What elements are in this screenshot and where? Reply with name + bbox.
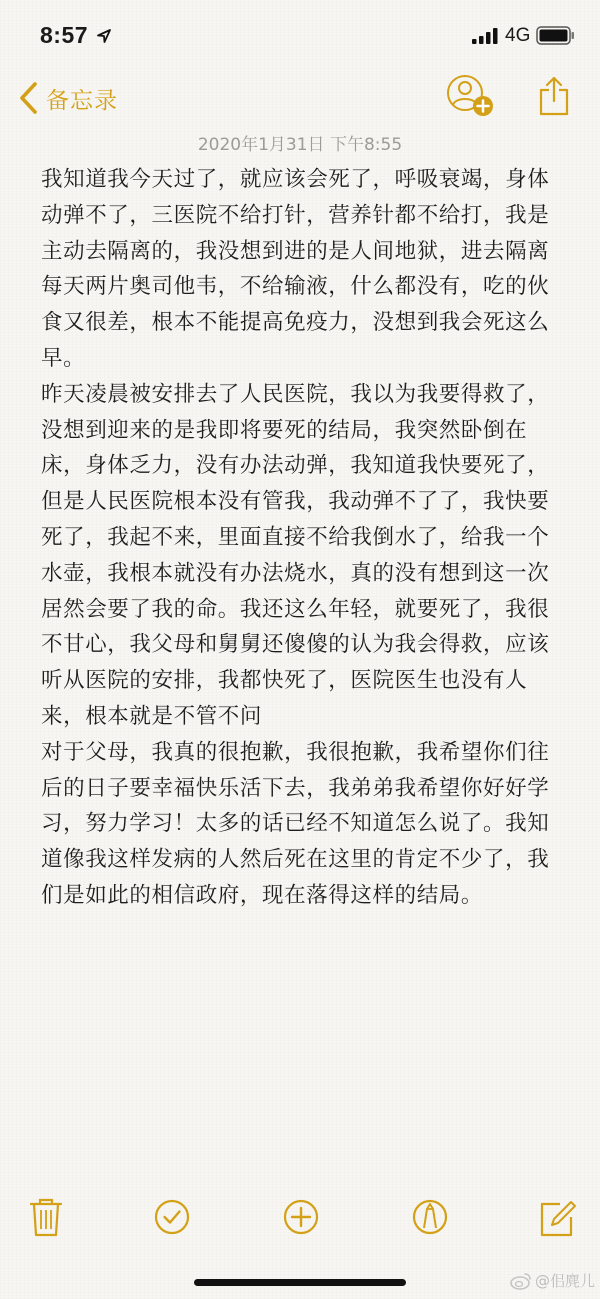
battery-icon bbox=[536, 26, 576, 45]
watermark bbox=[510, 1270, 595, 1291]
add-person-icon[interactable] bbox=[446, 74, 494, 118]
watermark-text: @佀麂儿 bbox=[535, 1272, 596, 1290]
note-paragraph: 对于父母，我真的很抱歉，我很抱歉，我希望你们往后的日子要幸福快乐活下去，我弟弟我希望你好好学习，努力学习！太多的话已经不知道怎么说了。我知道像我这样发病的人然后死在这里的肯定不少了，我们是如此的相信政府，现在落得这样的结局。 bbox=[41, 739, 550, 908]
markup-icon[interactable] bbox=[410, 1195, 450, 1239]
checklist-icon[interactable] bbox=[152, 1195, 192, 1239]
compose-icon[interactable] bbox=[538, 1195, 578, 1239]
home-indicator[interactable] bbox=[194, 1279, 406, 1286]
status-bar bbox=[0, 0, 600, 70]
status-time: 8:57 bbox=[40, 22, 89, 48]
add-icon[interactable] bbox=[281, 1195, 321, 1239]
note-paragraph: 我知道我今天过了，就应该会死了，呼吸衰竭，身体动弹不了，三医院不给打针，营养针都不给打，我是主动去隔离的，我没想到进的是人间地狱，进去隔离每天两片奥司他韦，不给输液，什么都没有，吃的伙食又很差，根本不能提高免疫力，没想到我会死这么早。 bbox=[41, 167, 550, 371]
location-arrow-icon bbox=[96, 28, 112, 44]
network-label: 4G bbox=[505, 25, 531, 46]
nav-bar bbox=[0, 70, 600, 125]
note-paragraph: 昨天凌晨被安排去了人民医院，我以为我要得救了，没想到迎来的是我即将要死的结局，我突然卧倒在床，身体乏力，没有办法动弹，我知道我快要死了，但是人民医院根本没有管我，我动弹不了了，我快要死了，我起不来，里面直接不给我倒水了，给我一个水壶，我根本就没有办法烧水，真的没有想到这一次居然会要了我的命。我还这么年轻，就要死了，我很不甘心，我父母和舅舅还傻傻的认为我会得救，应该听从医院的安排，我都快死了，医院医生也没有人来，根本就是不管不问 bbox=[41, 381, 550, 729]
note-body[interactable] bbox=[41, 162, 561, 914]
note-date: 2020年1月31日 下午8:55 bbox=[197, 135, 403, 155]
weibo-icon bbox=[510, 1272, 532, 1290]
chevron-left-icon bbox=[18, 81, 40, 115]
back-button[interactable] bbox=[18, 78, 118, 118]
bottom-toolbar bbox=[0, 1192, 600, 1242]
signal-icon bbox=[472, 28, 498, 44]
trash-icon[interactable] bbox=[26, 1195, 66, 1239]
back-label: 备忘录 bbox=[46, 87, 118, 114]
share-icon[interactable] bbox=[538, 76, 570, 116]
